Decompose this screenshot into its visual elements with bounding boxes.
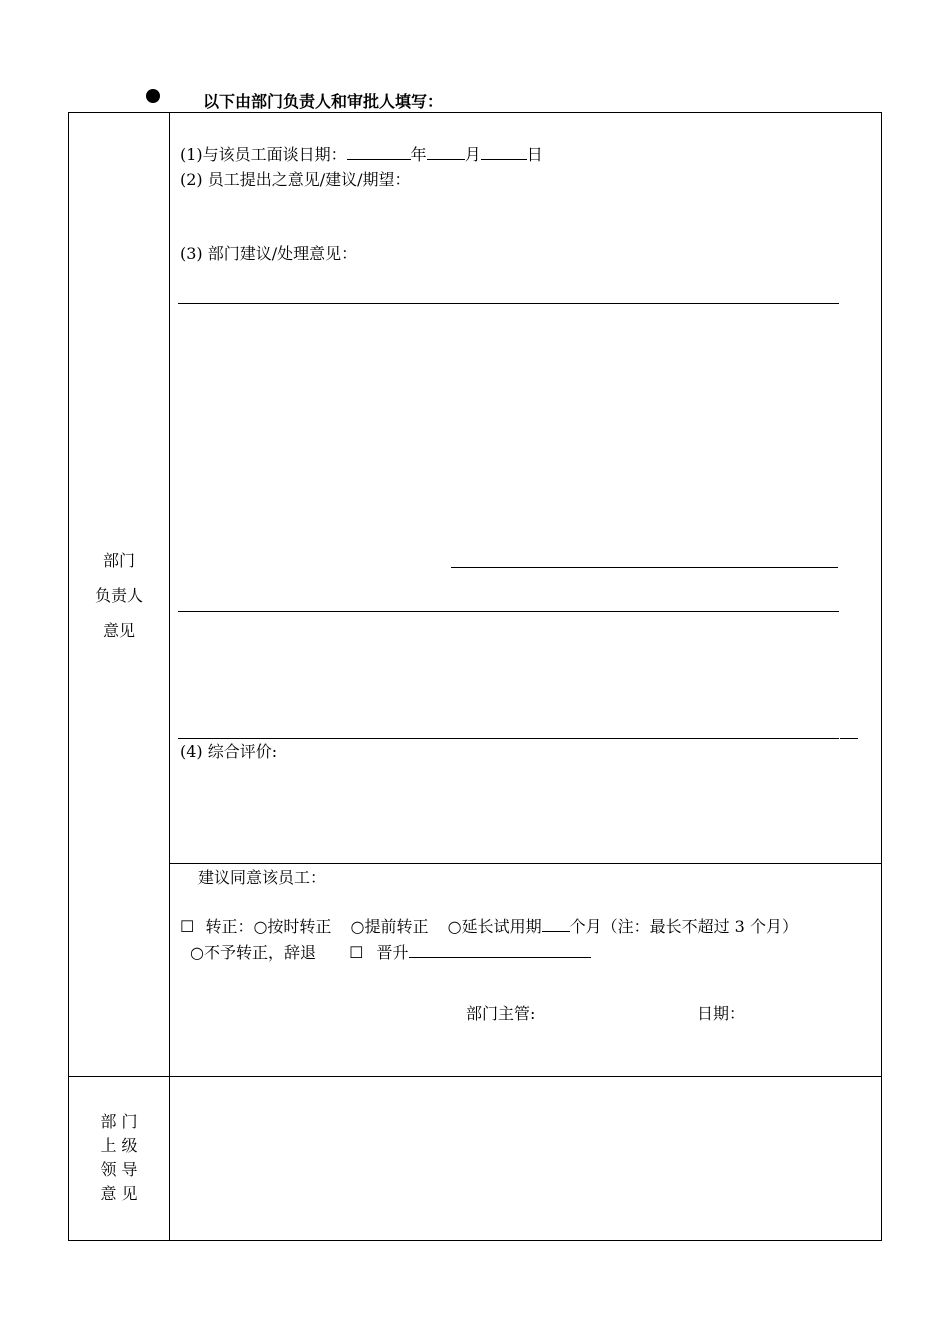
interview-date-label: (1)与该员工面谈日期： xyxy=(180,145,347,164)
section-header: 以下由部门负责人和审批人填写： xyxy=(203,92,444,111)
overall-evaluation-label: (4) 综合评价: xyxy=(180,742,278,761)
reject-radio-icon[interactable]: ○ xyxy=(190,943,204,962)
side-label-superior: 部 门 上 级 领 导 意 见 xyxy=(100,1112,138,1203)
writing-line[interactable] xyxy=(178,611,839,612)
table-left-border xyxy=(68,112,69,1241)
promote-checkbox[interactable]: ☐ xyxy=(349,943,364,962)
interview-date-row: (1)与该员工面谈日期： 年 月 日 xyxy=(180,145,543,164)
regularize-options-row xyxy=(180,916,798,937)
promote-blank[interactable] xyxy=(409,942,591,958)
date-label: 日期： xyxy=(697,1004,746,1023)
month-blank[interactable] xyxy=(427,144,465,160)
bullet-icon xyxy=(146,89,160,103)
recommend-prompt: 建议同意该员工： xyxy=(198,868,327,887)
table-right-border xyxy=(881,112,882,1241)
writing-line-tail xyxy=(840,738,858,739)
supervisor-label: 部门主管: xyxy=(466,1004,536,1023)
table-top-border xyxy=(68,112,882,113)
early-label: 提前转正 xyxy=(364,917,429,936)
table-bottom-border xyxy=(68,1240,882,1241)
table-column-divider xyxy=(169,112,170,1241)
side-label-dept-head: 部门 负责人 意见 xyxy=(94,551,143,640)
writing-line[interactable] xyxy=(451,567,838,568)
regularize-label: 转正： xyxy=(205,917,254,936)
promote-label: 晋升 xyxy=(376,943,409,962)
extend-radio-icon[interactable]: ○ xyxy=(447,917,462,936)
months-note: 个月（注：最长不超过 3 个月） xyxy=(569,917,798,936)
employee-opinion-label: (2) 员工提出之意见/建议/期望： xyxy=(180,170,411,189)
day-blank[interactable] xyxy=(481,144,527,160)
writing-line[interactable] xyxy=(178,303,839,304)
writing-line[interactable] xyxy=(178,738,839,739)
dept-suggestion-label: (3) 部门建议/处理意见： xyxy=(180,244,358,263)
reject-label: 不予转正，辞退 xyxy=(203,943,316,962)
superior-opinion-area[interactable] xyxy=(170,1077,881,1240)
early-radio-icon[interactable]: ○ xyxy=(350,917,365,936)
reject-promote-row xyxy=(190,942,591,963)
inner-divider xyxy=(169,863,882,864)
regularize-checkbox[interactable]: ☐ xyxy=(180,917,195,936)
extend-label: 延长试用期 xyxy=(461,917,542,936)
on-time-label: 按时转正 xyxy=(267,917,332,936)
year-blank[interactable] xyxy=(347,144,411,160)
months-blank[interactable] xyxy=(542,916,570,932)
on-time-radio-icon[interactable]: ○ xyxy=(253,917,268,936)
